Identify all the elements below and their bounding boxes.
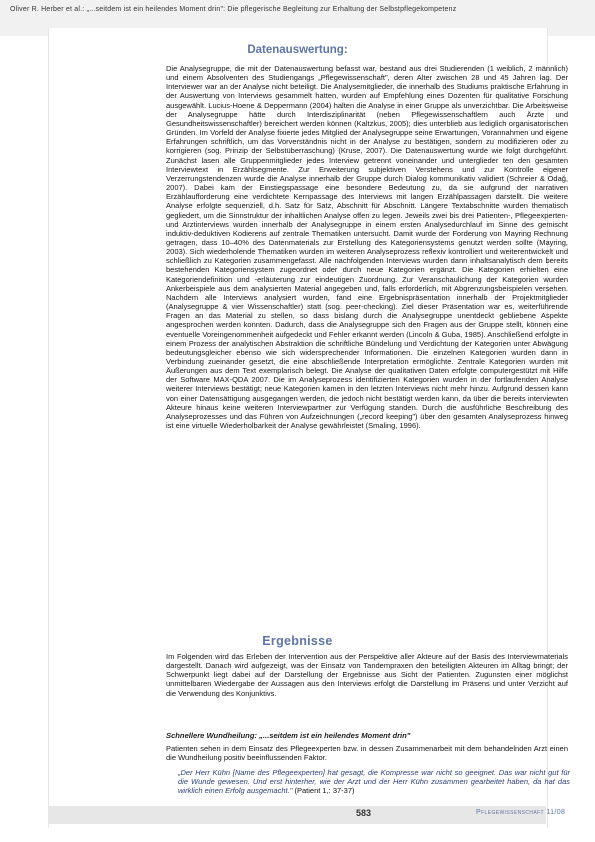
- page-footer: [48, 806, 546, 824]
- section-title-ergebnisse: Ergebnisse: [262, 634, 333, 648]
- section-title-datenauswertung: Datenauswertung:: [247, 44, 348, 56]
- running-title: Oliver R. Herber et al.: „...seitdem ist ein heilendes Moment drin": Die pflegerische Begleitung zur Erhaltung der Selbstpflegekompetenz: [10, 6, 457, 13]
- datenauswertung-paragraph: Die Analysegruppe, die mit der Datenauswertung befasst war, bestand aus drei Studierenden (1 weiblich, 2 männlich) und einem Absolventen des Studiengangs „Pflegewissenschaft", deren Alter zwischen 28 und 45 Jahren lag. Der Interviewer war an der Analyse nicht beteiligt. Die Analysemitglieder, die innerhalb des Studiums praktische Erfahrung in der Auswertung von Interviews gesammelt hatten, wurden auf Empfehlung eines Dozenten für qualitative Forschung ausgewählt. Lucius-Hoene & Deppermann (2004) halten die Analyse in einer Gruppe als unverzichtbar. Die Arbeitsweise der Analysegruppe hätte durch Interdisziplinarität (neben Pflegewissenschaftlern auch Ärzte und Gesundheitswissenschaftler) bereichert werden können (Kaltzkus, 2005); dies unterblieb aus lediglich organisatorischen Gründen. Im Vorfeld der Analyse fixierte jedes Mitglied der Analysegruppe seine Erwartungen, Vorannahmen und eigene Erfahrungen schriftlich, um das Vorverständnis nicht in der Analyse zu bestätigen, sondern zu modifizieren oder zu korrigieren (sog. Prinzip der Selbstüberraschung) (Kruse, 2007). Die Datenauswertung wurde wie folgt durchgeführt. Zunächst lasen alle Gruppenmitglieder jedes Interview getrennt voneinander und unterglieder ten den gesamten Interviewtext in Erzählsegmente. Zur Erweiterung subjektiven Verstehens und zur Kontrolle eigener Verzerrungstendenzen wurde die Analyse innerhalb der Gruppe durch Dialog kommunikativ validiert (Schreier & Odağ, 2007). Dabei kam der Einstiegspassage eine besondere Bedeutung zu, da sie aufgrund der narrativen Erzählaufforderung eine verdichtete Kernpassage des Interviews mit langen Erzählpassagen darstellt. Die weitere Analyse erfolgte sequenziell, d.h. Satz für Satz, Abschnitt für Abschnitt. Längere Textabschnitte wurden thematisch gegliedert, um die Sinnstruktur der inhaltlichen Analyse offen zu legen. Jeweils zwei bis drei Patienten-, Pflegeexperten- und Arztinterviews wurden innerhalb der Analysegruppe in einem ersten Analysedurchlauf im Sinne des gemischt induktiv-deduktiven Kodierens auf zentrale Thematiken untersucht. Damit wurde der Forderung von Mayring Rechnung getragen, dass 10–40% des Datenmaterials zur Erstellung des Kategoriensystems genutzt werden sollte (Mayring, 2003). Sich wiederholende Thematiken wurden im weiteren Analyseprozess reflexiv kontrolliert und weiterentwickelt und schließlich zu Kategorien zusammengefasst. Alle nachfolgenden Interviews wurden dann inhaltsanalytisch dem bereits bestehenden Kategoriensystem zugeordnet oder durch neue Kategorien ergänzt. Die Kategorien erhielten eine Kategoriendefinition und -erläuterung zur eindeutigen Zuordnung. Zur Veranschaulichung der Kategorien wurden Ankerbeispiele aus dem analysierten Material angegeben und, falls erforderlich, mit Abgrenzungsbeispielen versehen. Nachdem alle Interviews analysiert wurden, fand eine Ergebnispräsentation innerhalb der Projektmitglieder (Analysegruppe & vier Wissenschaftler) statt (sog. peer-checking). Ziel dieser Präsentation war es, weiterführende Fragen an das Material zu stellen, so dass bislang durch die Analysegruppe unentdeckt gebliebene Aspekte angesprochen werden konnten. Dadurch, dass die Analysegruppe sich den Fragen aus der Gruppe stellt, können eine eventuelle Voreingenommenheit aufgedeckt und Fehler erkannt werden (Lincoln & Guba, 1985). Anschließend erfolgte in einem Prozess der analytischen Abstraktion die schriftliche Bündelung und Verdichtung der Kategorien unter Abwägung bedeutungsgleicher ebenso wie sich widersprechender Informationen. Die einzelnen Kategorien wurden dann in Verbindung zueinander gesetzt, die eine abschließende Interpretation ermöglichte. Zentrale Kategorien wurden mit Äußerungen aus dem Text exemplarisch belegt. Die Analyse der qualitativen Daten erfolgte computergestützt mit Hilfe der Software MAX-QDA 2007. Die im Analyseprozess identifizierten Kategorien wurden in der fortlaufenden Analyse weiterer Interviews bestätigt; neue Kategorien kamen in den letzten Interviews nicht mehr hinzu. Aufgrund dessen kann von einer Datensättigung ausgegangen werden, die jedoch nicht bestätigt werden kann, da über die bereits interviewten Akteure hinaus keine weiteren Interviewpartner zur Verfügung standen. Durch die ausführliche Beschreibung des Analyseprozesses und das Führen von Aufzeichnungen („record keeping") über den gesamten Analyseprozess hinweg ist eine virtuelle Wiederholbarkeit der Analyse gewährleistet (Smaling, 1996).: [166, 64, 568, 431]
- journal-name: Pflegewissenschaft 11/08: [476, 809, 566, 816]
- subheading-wundheilung: Schnellere Wundheilung: „...seitdem ist ein heilendes Moment drin": [166, 731, 411, 740]
- wundheilung-intro-paragraph: Patienten sehen in dem Einsatz des Pflegeexperten bzw. in dessen Zusammenarbeit mit dem behandelnden Arzt einen die Wundheilung positiv beeinflussenden Faktor.: [166, 744, 568, 763]
- patient-quote-text: „Der Herr Kühn [Name des Pflegeexperten] hat gesagt, die Kompresse war nicht so geeignet. Das war nicht gut für die Wunde gewesen. Und erst hinterher, wie der Arzt und der Herr Kühn zusammen gearbeitet haben, da hat das wirklich einen Erfolg ausgemacht.": [178, 768, 570, 796]
- patient-quote: [178, 768, 570, 795]
- page-number: 583: [356, 808, 372, 818]
- patient-quote-reference: (Patient 1,: 37-37): [294, 786, 355, 796]
- ergebnisse-paragraph: Im Folgenden wird das Erleben der Intervention aus der Perspektive aller Akteure auf der Basis des Interviewmaterials dargestellt. Danach wird aufgezeigt, was der Einsatz von Tandempraxen den beteiligten Akteuren im Alltag bringt; der Schwerpunkt liegt dabei auf der Darstellung der Ergebnisse aus Sicht der Patienten. Zugunsten einer möglichst unmittelbaren Wiedergabe der Aussagen aus den Interviews erfolgt die Darstellung im Präsens und unter Verzicht auf die Verwendung des Konjunktivs.: [166, 652, 568, 698]
